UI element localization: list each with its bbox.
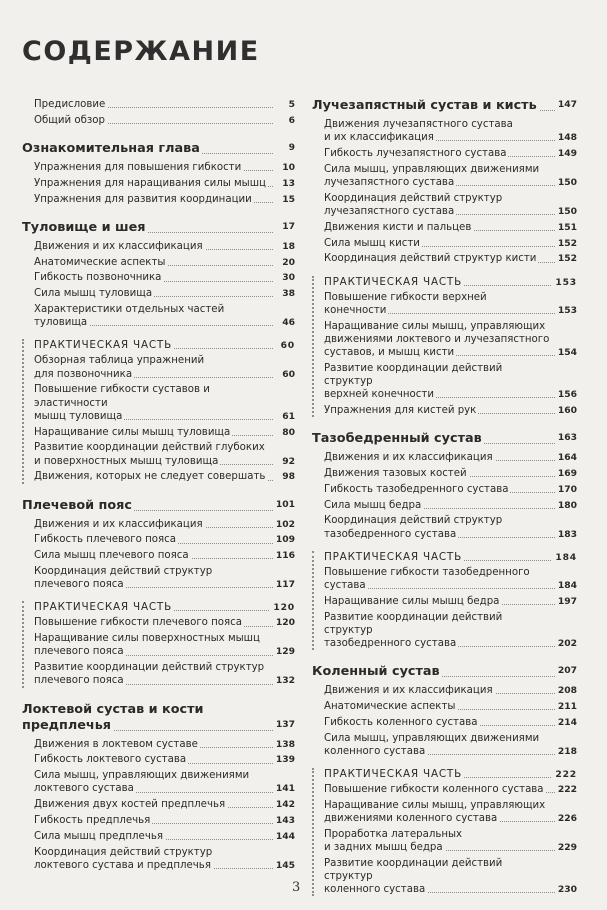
toc-entry[interactable]: Наращивание силы мышц бедра 197 — [324, 595, 577, 607]
practical-section — [312, 551, 577, 650]
toc-entry[interactable]: Движения и их классификация 18 — [22, 240, 295, 253]
toc-entry-preface[interactable]: Предисловие 5 — [22, 98, 295, 111]
toc-entry[interactable]: Развитие координации действий структур плечевого пояса 132 — [34, 662, 295, 687]
toc-entry[interactable]: Повышение гибкости верхней конечности 153 — [324, 291, 577, 316]
practical-heading[interactable]: ПРАКТИЧЕСКАЯ ЧАСТЬ 222 — [324, 768, 577, 780]
practical-heading[interactable]: ПРАКТИЧЕСКАЯ ЧАСТЬ 120 — [34, 601, 295, 614]
practical-section — [312, 276, 577, 418]
toc-entry[interactable]: Движения в локтевом суставе 138 — [22, 738, 295, 751]
toc-entry[interactable]: Движения тазовых костей 169 — [312, 467, 577, 480]
toc-entry[interactable]: Координация действий структур кисти 152 — [312, 252, 577, 265]
toc-entry[interactable]: Движения и их классификация 164 — [312, 451, 577, 464]
toc-chapter-elbow[interactable]: Локтевой сустав и кости предплечья 137 — [22, 701, 295, 733]
toc-chapter-trunk-neck[interactable]: Туловище и шея 17 — [22, 219, 295, 235]
toc-entry[interactable]: Сила мышц плечевого пояса 116 — [22, 549, 295, 562]
toc-entry[interactable]: Координация действий структур тазобедренного сустава 183 — [312, 514, 577, 540]
toc-entry[interactable]: Проработка латеральных и задних мышц бедра 229 — [324, 828, 577, 853]
toc-entry[interactable]: Движения кисти и пальцев 151 — [312, 221, 577, 234]
toc-entry[interactable]: Сила мышц, управляющих движениями коленного сустава 218 — [312, 732, 577, 758]
toc-entry[interactable]: Гибкость предплечья 143 — [22, 814, 295, 827]
practical-heading[interactable]: ПРАКТИЧЕСКАЯ ЧАСТЬ 184 — [324, 550, 577, 563]
toc-entry[interactable]: Гибкость позвоночника 30 — [22, 271, 295, 284]
toc-entry[interactable]: Наращивание силы мышц туловища 80 — [34, 426, 295, 438]
toc-entry[interactable]: Развитие координации действий структур тазобедренного сустава 202 — [324, 611, 577, 649]
toc-entry[interactable]: Движения двух костей предплечья 142 — [22, 798, 295, 811]
toc-entry[interactable]: Гибкость коленного сустава 214 — [312, 716, 577, 729]
toc-chapter-knee[interactable]: Коленный сустав 207 — [312, 664, 577, 680]
toc-entry[interactable]: Наращивание силы мышц, управляющих движениями локтевого и лучезапястного суставов, и мышц кисти 154 — [324, 320, 577, 358]
page-number: 3 — [292, 880, 301, 895]
practical-heading[interactable]: ПРАКТИЧЕСКАЯ ЧАСТЬ 153 — [324, 275, 577, 288]
toc-entry[interactable]: Упражнения для наращивания силы мышц 13 — [22, 177, 295, 190]
toc-entry[interactable]: Обзорная таблица упражнений для позвоночника 60 — [34, 355, 295, 380]
toc-entry[interactable]: Сила мышц бедра 180 — [312, 499, 577, 512]
toc-entry[interactable]: Развитие координации действий глубоких и поверхностных мышц туловища 92 — [34, 442, 295, 467]
toc-entry[interactable]: Характеристики отдельных частей туловища 46 — [22, 303, 295, 329]
toc-entry[interactable]: Наращивание силы поверхностных мышц плечевого пояса 129 — [34, 633, 295, 658]
toc-entry[interactable]: Повышение гибкости коленного сустава 222 — [324, 784, 577, 795]
toc-entry[interactable]: Анатомические аспекты 20 — [22, 256, 295, 269]
practical-section — [22, 339, 295, 483]
toc-entry[interactable]: Движения, которых не следует совершать 98 — [34, 471, 295, 483]
toc-entry[interactable]: Гибкость лучезапястного сустава 149 — [312, 147, 577, 160]
toc-entry[interactable]: Координация действий структур плечевого пояса 117 — [22, 565, 295, 591]
toc-entry[interactable]: Сила мышц кисти 152 — [312, 237, 577, 250]
page-title: СОДЕРЖАНИЕ — [22, 36, 260, 67]
practical-heading[interactable]: ПРАКТИЧЕСКАЯ ЧАСТЬ 60 — [34, 339, 295, 352]
toc-entry[interactable]: Развитие координации действий структур верхней конечности 156 — [324, 362, 577, 401]
toc-chapter-wrist[interactable]: Лучезапястный сустав и кисть 147 — [312, 98, 577, 113]
toc-entry[interactable]: Анатомические аспекты 211 — [312, 700, 577, 713]
toc-entry-overview[interactable]: Общий обзор 6 — [22, 114, 295, 127]
toc-left-column — [22, 98, 295, 875]
toc-entry[interactable]: Движения и их классификация 208 — [312, 684, 577, 697]
toc-chapter-intro[interactable]: Ознакомительная глава 9 — [22, 141, 295, 156]
toc-entry[interactable]: Координация действий структур локтевого сустава и предплечья 145 — [22, 846, 295, 872]
practical-section — [312, 768, 577, 896]
toc-entry[interactable]: Движения лучезапястного сустава и их классификация 148 — [312, 118, 577, 144]
toc-entry[interactable]: Сила мышц туловища 38 — [22, 287, 295, 300]
toc-right-column — [312, 98, 577, 902]
toc-entry[interactable]: Повышение гибкости тазобедренного сустава 184 — [324, 566, 577, 591]
toc-entry[interactable]: Гибкость тазобедренного сустава 170 — [312, 483, 577, 496]
toc-entry[interactable]: Упражнения для развития координации 15 — [22, 193, 295, 206]
toc-entry[interactable]: Сила мышц, управляющих движениями лучезапястного сустава 150 — [312, 163, 577, 189]
practical-section — [22, 601, 295, 687]
toc-entry[interactable]: Гибкость плечевого пояса 109 — [22, 533, 295, 546]
toc-entry[interactable]: Сила мышц, управляющих движениями локтевого сустава 141 — [22, 769, 295, 795]
toc-chapter-hip[interactable]: Тазобедренный сустав 163 — [312, 431, 577, 447]
toc-entry[interactable]: Координация действий структур лучезапястного сустава 150 — [312, 192, 577, 218]
toc-entry[interactable]: Наращивание силы мышц, управляющих движениями коленного сустава 226 — [324, 799, 577, 824]
toc-entry[interactable]: Упражнения для кистей рук 160 — [324, 405, 577, 416]
toc-entry[interactable]: Повышение гибкости суставов и эластичности мышц туловища 61 — [34, 384, 295, 422]
toc-entry[interactable]: Повышение гибкости плечевого пояса 120 — [34, 617, 295, 629]
toc-entry[interactable]: Сила мышц предплечья 144 — [22, 830, 295, 843]
toc-entry[interactable]: Развитие координации действий структур коленного сустава 230 — [324, 857, 577, 896]
toc-entry[interactable]: Упражнения для повышения гибкости 10 — [22, 161, 295, 174]
toc-entry[interactable]: Гибкость локтевого сустава 139 — [22, 753, 295, 766]
toc-chapter-shoulder[interactable]: Плечевой пояс 101 — [22, 497, 295, 513]
toc-entry[interactable]: Движения и их классификация 102 — [22, 518, 295, 531]
